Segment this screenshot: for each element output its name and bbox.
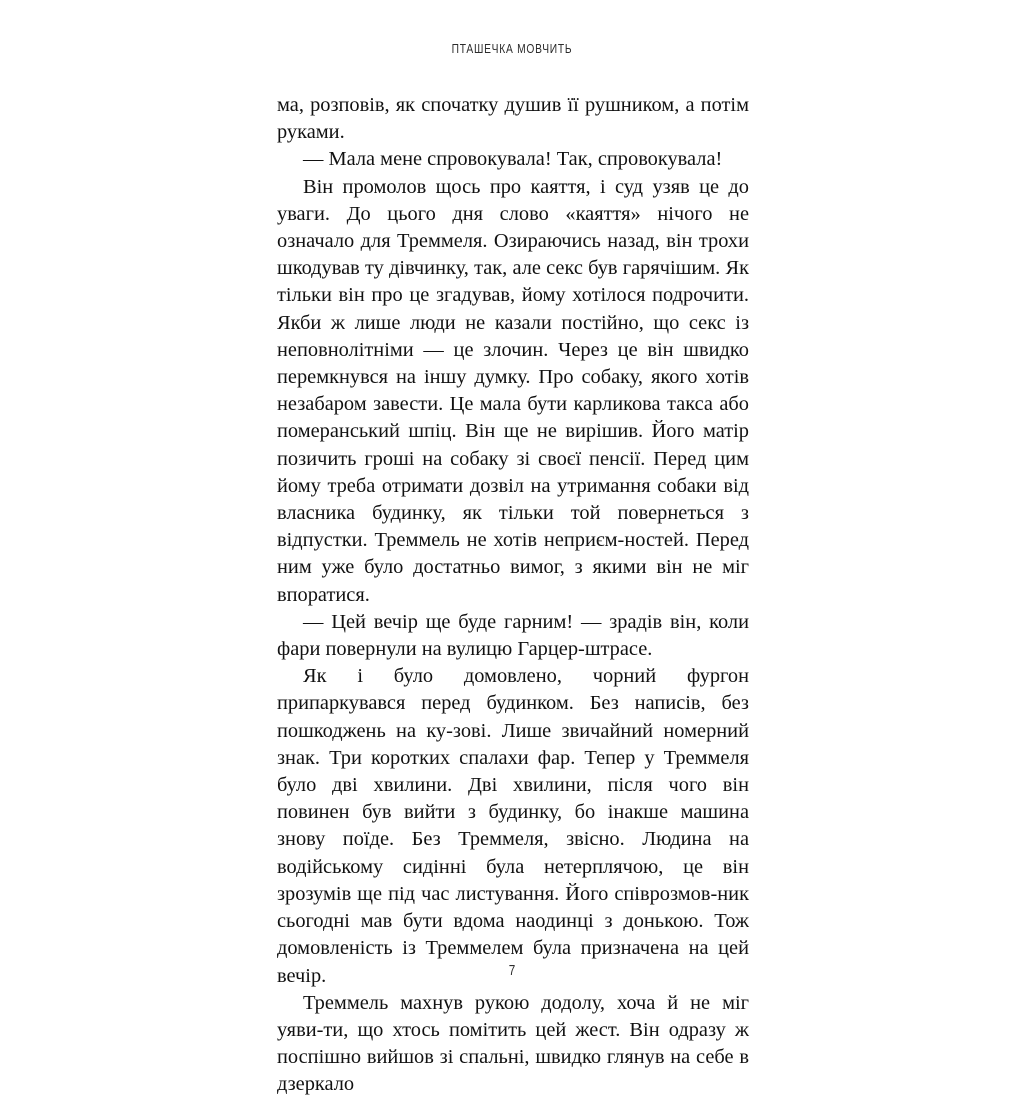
page-number: 7	[508, 962, 516, 979]
paragraph: — Цей вечір ще буде гарним! — зрадів він, коли фари повернули на вулицю Гарцер-штрасе.	[277, 610, 749, 661]
paragraph: — Мала мене спровокувала! Так, спровокувала!	[303, 148, 723, 171]
paragraph: Як і було домовлено, чорний фургон припаркувався перед будинком. Без написів, без пошкоджень на ку-зові. Лише звичайний номерний знак. Три коротких спалахи фар. Тепер у Треммеля було дві хвилини. Дві хвилини, після чого він повинен був вийти з будинку, бо інакше машина знову поїде. Без Треммеля, звісно. Людина на водійському сидінні була нетерплячою, це він зрозумів ще під час листування. Його співрозмов-ник сьогодні мав бути вдома наодинці з донькою. Тож домовленість із Треммелем була призначена на цей вечір.	[277, 665, 749, 987]
paragraph: Він промолов щось про каяття, і суд узяв це до уваги. До цього дня слово «каяття» нічого не означало для Треммеля. Озираючись назад, він трохи шкодував ту дівчинку, так, але секс був гарячішим. Як тільки він про це згадував, йому хотілося подрочити. Якби ж лише люди не казали постійно, що секс із неповнолітніми — це злочин. Через це він швидко перемкнувся на іншу думку. Про собаку, якого хотів незабаром завести. Це мала бути карликова такса або померанський шпіц. Він ще не вирішив. Його матір позичить гроші на собаку зі своєї пенсії. Перед цим йому треба отримати дозвіл на утримання собаки від власника будинку, як тільки той повернеться з відпустки. Треммель не хотів неприєм-ностей. Перед ним уже було достатньо вимог, з якими він не міг впоратися.	[277, 175, 749, 606]
paragraph: ма, розповів, як спочатку душив її рушником, а потім руками.	[277, 94, 749, 144]
running-head: ПТАШЕЧКА МОВЧИТЬ	[451, 42, 573, 56]
paragraph: Треммель махнув рукою додолу, хоча й не міг уяви-ти, що хтось помітить цей жест. Він одразу ж поспішно вийшов зі спальні, швидко глянув на себе в дзеркало	[277, 991, 749, 1096]
body-text-block	[277, 92, 749, 1099]
